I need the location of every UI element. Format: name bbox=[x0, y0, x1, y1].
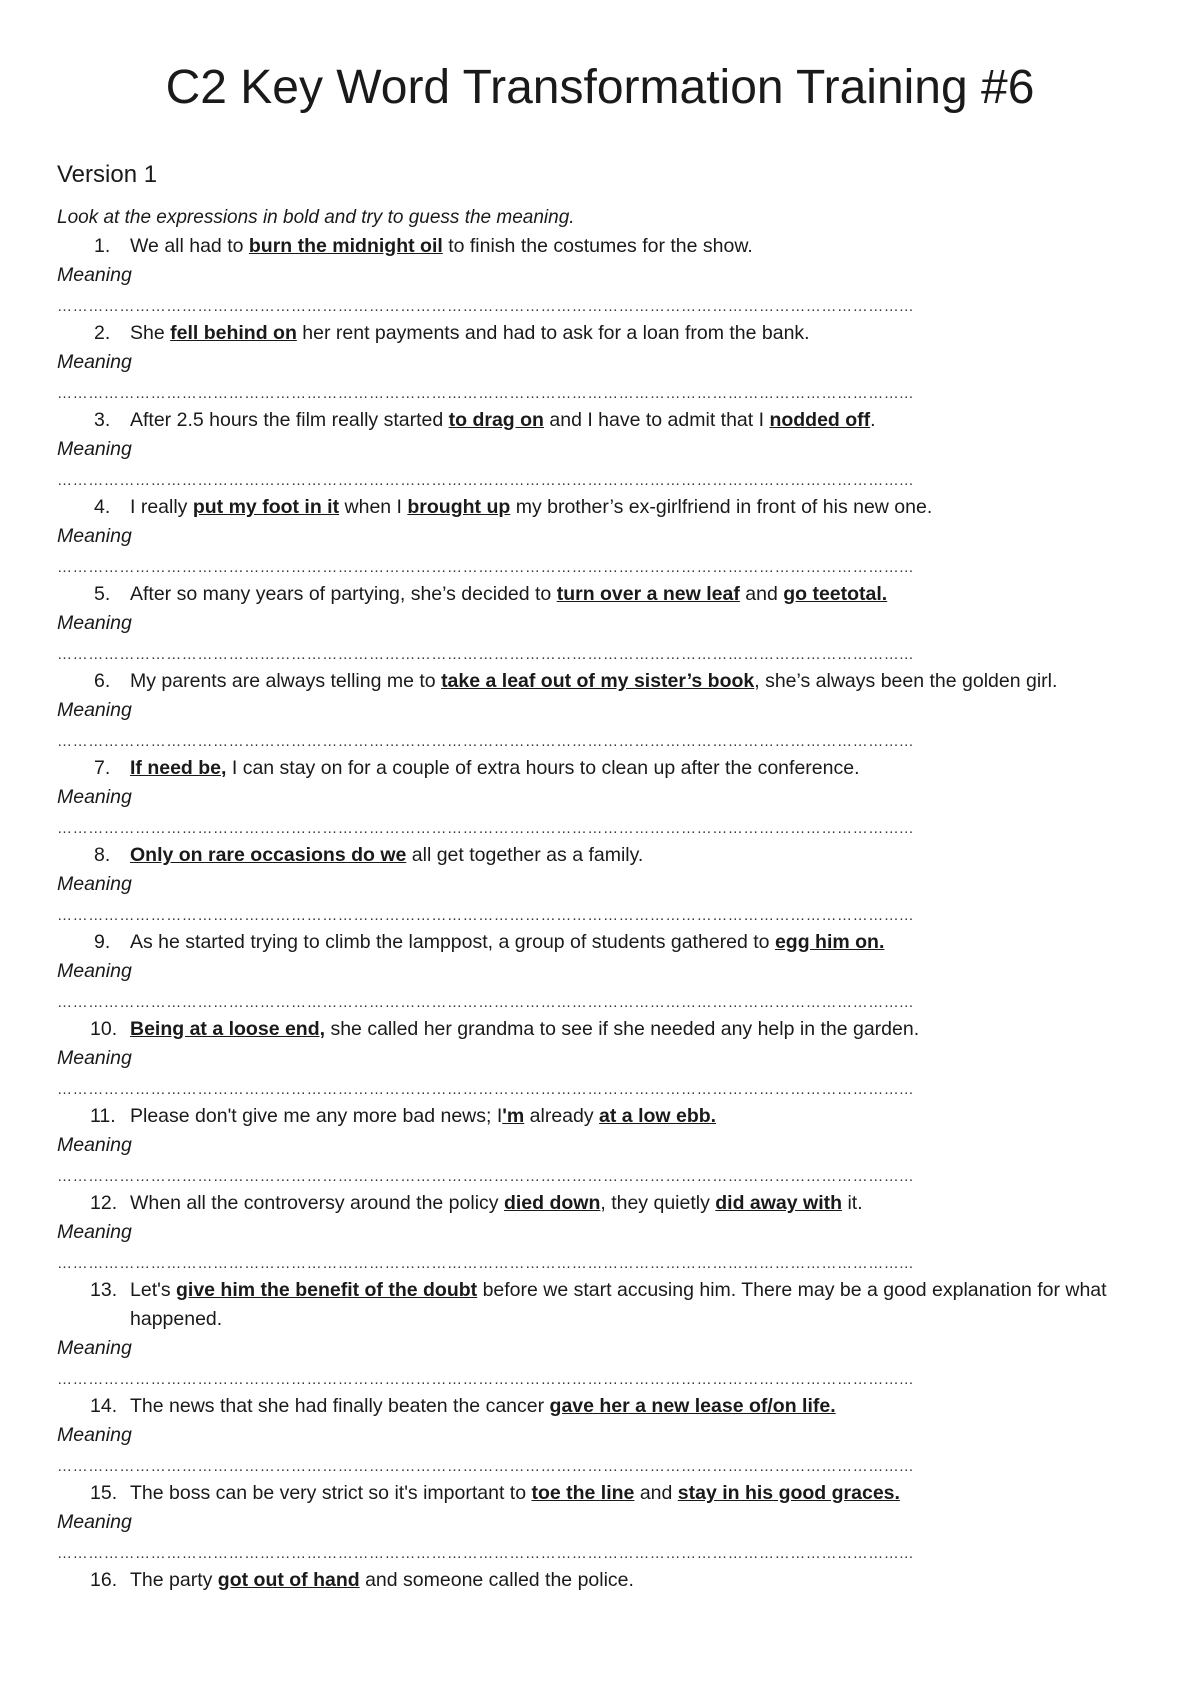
meaning-label: Meaning bbox=[57, 1134, 132, 1156]
question-number: 6. bbox=[94, 670, 111, 692]
key-expression: If need be, bbox=[130, 757, 227, 779]
question-sentence bbox=[0, 1189, 1200, 1218]
question-number: 11. bbox=[90, 1105, 116, 1127]
meaning-label: Meaning bbox=[57, 960, 132, 982]
question-item bbox=[0, 667, 1200, 754]
question-sentence bbox=[0, 841, 1200, 870]
version-heading: Version 1 bbox=[57, 161, 158, 188]
sentence-text: to finish the costumes for the show. bbox=[442, 235, 753, 257]
key-expression: at a low ebb. bbox=[599, 1105, 717, 1127]
sentence-text: and bbox=[739, 583, 784, 605]
question-sentence bbox=[0, 1015, 1200, 1044]
question-sentence bbox=[0, 1566, 1200, 1595]
key-expression: burn the midnight oil bbox=[248, 235, 443, 257]
question-number: 2. bbox=[94, 322, 111, 344]
key-expression: Only on rare occasions do we bbox=[130, 844, 407, 866]
sentence-text: The news that she had finally beaten the cancer bbox=[130, 1395, 550, 1417]
sentence-text: , they quietly bbox=[600, 1192, 716, 1214]
question-sentence bbox=[0, 232, 1200, 261]
key-expression: fell behind on bbox=[170, 322, 297, 344]
key-expression: gave her a new lease of/on life. bbox=[549, 1395, 836, 1417]
key-expression: give him the benefit of the doubt bbox=[176, 1279, 478, 1301]
key-expression: died down bbox=[503, 1192, 601, 1214]
meaning-label: Meaning bbox=[57, 1221, 132, 1243]
question-number: 5. bbox=[94, 583, 111, 605]
sentence-text: After so many years of partying, she’s decided to bbox=[130, 583, 557, 605]
meaning-label: Meaning bbox=[57, 1047, 132, 1069]
question-item bbox=[0, 1102, 1200, 1189]
answer-line[interactable]: ………………………………………………………………………………………………………………………………………………... bbox=[57, 472, 914, 489]
key-expression: take a leaf out of my sister’s book bbox=[441, 670, 755, 692]
question-sentence bbox=[0, 1276, 1200, 1334]
meaning-label: Meaning bbox=[57, 264, 132, 286]
question-item bbox=[0, 1015, 1200, 1102]
question-sentence bbox=[0, 667, 1200, 696]
meaning-label: Meaning bbox=[57, 786, 132, 808]
meaning-label: Meaning bbox=[57, 1511, 132, 1533]
question-sentence bbox=[0, 493, 1200, 522]
question-sentence bbox=[0, 1479, 1200, 1508]
question-number: 15. bbox=[90, 1482, 118, 1504]
question-number: 12. bbox=[90, 1192, 118, 1214]
question-item bbox=[0, 1566, 1200, 1595]
answer-line[interactable]: ………………………………………………………………………………………………………………………………………………... bbox=[57, 820, 914, 837]
answer-line[interactable]: ………………………………………………………………………………………………………………………………………………... bbox=[57, 298, 914, 315]
sentence-text: The boss can be very strict so it's important to bbox=[130, 1482, 532, 1504]
question-number: 14. bbox=[90, 1395, 118, 1417]
question-number: 8. bbox=[94, 844, 111, 866]
sentence-text: already bbox=[524, 1105, 600, 1127]
sentence-text: she called her grandma to see if she needed any help in the garden. bbox=[325, 1018, 920, 1040]
question-sentence bbox=[0, 580, 1200, 609]
question-sentence bbox=[0, 928, 1200, 957]
question-sentence bbox=[0, 754, 1200, 783]
answer-line[interactable]: ………………………………………………………………………………………………………………………………………………... bbox=[57, 1458, 914, 1475]
question-number: 3. bbox=[94, 409, 111, 431]
sentence-text: As he started trying to climb the lamppost, a group of students gathered to bbox=[130, 931, 775, 953]
sentence-text: it. bbox=[842, 1192, 863, 1214]
key-expression: put my foot in it bbox=[192, 496, 340, 518]
key-expression: to drag on bbox=[448, 409, 544, 431]
question-item bbox=[0, 319, 1200, 406]
question-number: 10. bbox=[90, 1018, 118, 1040]
page-title: C2 Key Word Transformation Training #6 bbox=[165, 61, 1035, 114]
sentence-text: I can stay on for a couple of extra hours to clean up after the conference. bbox=[226, 757, 860, 779]
sentence-text: After 2.5 hours the film really started bbox=[130, 409, 449, 431]
question-item bbox=[0, 1276, 1200, 1392]
key-expression: toe the line bbox=[531, 1482, 635, 1504]
question-sentence bbox=[0, 319, 1200, 348]
question-item bbox=[0, 1392, 1200, 1479]
question-item bbox=[0, 493, 1200, 580]
sentence-text: When all the controversy around the policy bbox=[130, 1192, 504, 1214]
meaning-label: Meaning bbox=[57, 1424, 132, 1446]
answer-line[interactable]: ………………………………………………………………………………………………………………………………………………... bbox=[57, 1545, 914, 1562]
question-item bbox=[0, 754, 1200, 841]
question-number: 16. bbox=[90, 1569, 118, 1591]
question-list bbox=[0, 232, 1200, 1595]
sentence-text: , she’s always been the golden girl. bbox=[754, 670, 1058, 692]
question-item bbox=[0, 1189, 1200, 1276]
key-expression: did away with bbox=[715, 1192, 843, 1214]
answer-line[interactable]: ………………………………………………………………………………………………………………………………………………... bbox=[57, 994, 914, 1011]
question-item bbox=[0, 1479, 1200, 1566]
answer-line[interactable]: ………………………………………………………………………………………………………………………………………………... bbox=[57, 1255, 914, 1272]
meaning-label: Meaning bbox=[57, 351, 132, 373]
meaning-label: Meaning bbox=[57, 438, 132, 460]
question-number: 1. bbox=[94, 235, 111, 257]
sentence-text: My parents are always telling me to bbox=[130, 670, 442, 692]
answer-line[interactable]: ………………………………………………………………………………………………………………………………………………... bbox=[57, 907, 914, 924]
question-item bbox=[0, 406, 1200, 493]
answer-line[interactable]: ………………………………………………………………………………………………………………………………………………... bbox=[57, 646, 914, 663]
answer-line[interactable]: ………………………………………………………………………………………………………………………………………………... bbox=[57, 1168, 914, 1185]
sentence-text: before we start accusing him. There may be a good explanation for what happened. bbox=[130, 1279, 1107, 1330]
instructions: Look at the expressions in bold and try to guess the meaning. bbox=[57, 207, 575, 228]
question-item bbox=[0, 232, 1200, 319]
meaning-label: Meaning bbox=[57, 873, 132, 895]
question-sentence bbox=[0, 1102, 1200, 1131]
meaning-label: Meaning bbox=[57, 1337, 132, 1359]
question-number: 13. bbox=[90, 1279, 118, 1301]
answer-line[interactable]: ………………………………………………………………………………………………………………………………………………... bbox=[57, 1371, 914, 1388]
sentence-text: and I have to admit that I bbox=[543, 409, 770, 431]
key-expression: Being at a loose end, bbox=[130, 1018, 326, 1040]
sentence-text: all get together as a family. bbox=[406, 844, 644, 866]
answer-line[interactable]: ………………………………………………………………………………………………………………………………………………... bbox=[57, 733, 914, 750]
key-expression: 'm bbox=[502, 1105, 525, 1127]
key-expression: nodded off bbox=[769, 409, 871, 431]
sentence-text: Please don't give me any more bad news; I bbox=[130, 1105, 503, 1127]
sentence-text: and bbox=[634, 1482, 678, 1504]
sentence-text: We all had to bbox=[130, 235, 249, 257]
sentence-text: and someone called the police. bbox=[359, 1569, 634, 1591]
sentence-text: her rent payments and had to ask for a loan from the bank. bbox=[296, 322, 810, 344]
sentence-text: Let's bbox=[130, 1279, 176, 1301]
answer-line[interactable]: ………………………………………………………………………………………………………………………………………………... bbox=[57, 385, 914, 402]
question-number: 4. bbox=[94, 496, 111, 518]
sentence-text: I really bbox=[130, 496, 193, 518]
key-expression: brought up bbox=[407, 496, 511, 518]
question-sentence bbox=[0, 1392, 1200, 1421]
sentence-text: . bbox=[870, 409, 876, 431]
key-expression: stay in his good graces. bbox=[677, 1482, 900, 1504]
sentence-text: The party bbox=[130, 1569, 218, 1591]
key-expression: turn over a new leaf bbox=[556, 583, 740, 605]
question-number: 9. bbox=[94, 931, 111, 953]
question-item bbox=[0, 928, 1200, 1015]
question-number: 7. bbox=[94, 757, 111, 779]
key-expression: egg him on. bbox=[774, 931, 885, 953]
sentence-text: my brother’s ex-girlfriend in front of his new one. bbox=[510, 496, 933, 518]
key-expression: go teetotal. bbox=[783, 583, 888, 605]
answer-line[interactable]: ………………………………………………………………………………………………………………………………………………... bbox=[57, 559, 914, 576]
sentence-text: when I bbox=[339, 496, 408, 518]
question-sentence bbox=[0, 406, 1200, 435]
question-item bbox=[0, 580, 1200, 667]
meaning-label: Meaning bbox=[57, 699, 132, 721]
answer-line[interactable]: ………………………………………………………………………………………………………………………………………………... bbox=[57, 1081, 914, 1098]
key-expression: got out of hand bbox=[217, 1569, 360, 1591]
meaning-label: Meaning bbox=[57, 612, 132, 634]
sentence-text: She bbox=[130, 322, 171, 344]
meaning-label: Meaning bbox=[57, 525, 132, 547]
question-item bbox=[0, 841, 1200, 928]
